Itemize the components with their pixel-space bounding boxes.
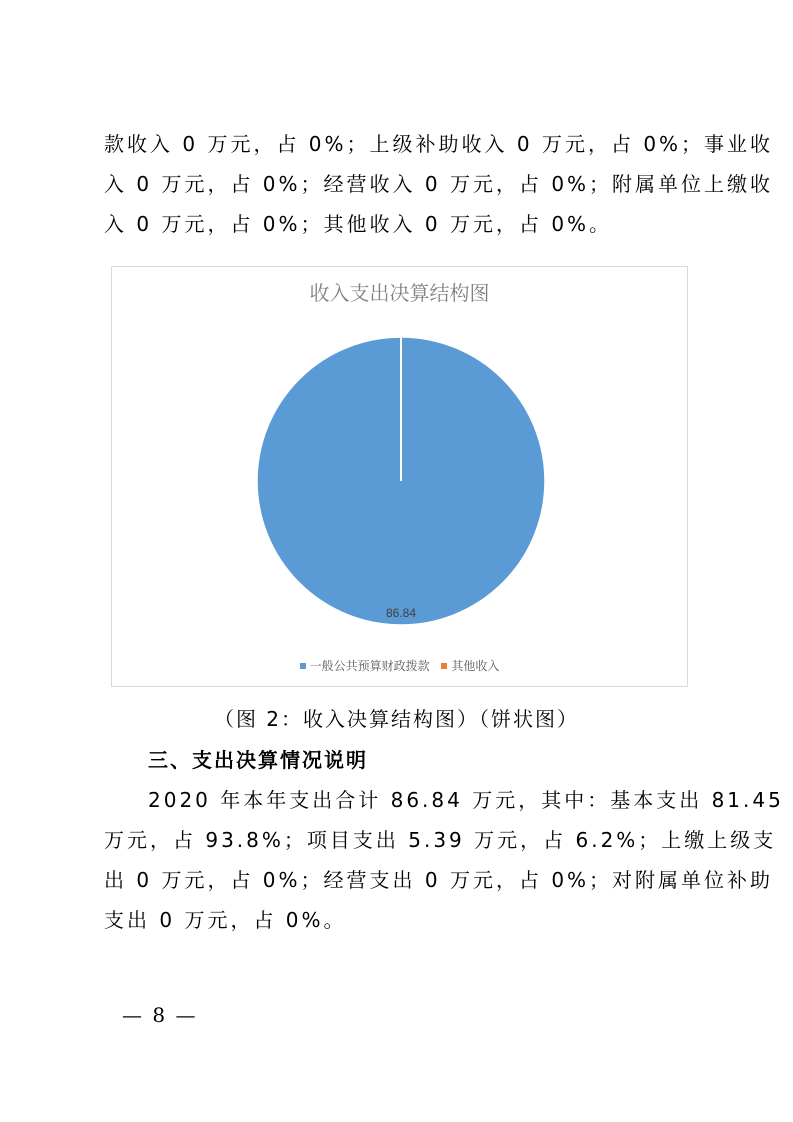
text-line: 入 0 万元，占 0%；经营收入 0 万元，占 0%；附属单位上缴收	[104, 172, 774, 196]
legend-item-other-income	[441, 657, 499, 674]
page-number: — 8 —	[122, 1003, 198, 1027]
text-line: 款收入 0 万元，占 0%；上级补助收入 0 万元，占 0%；事业收	[104, 132, 774, 156]
pie-data-label: 86.84	[385, 606, 417, 620]
legend-label: 其他收入	[451, 659, 500, 673]
pie-chart-canvas	[112, 267, 687, 686]
text-line: 入 0 万元，占 0%；其他收入 0 万元，占 0%。	[104, 212, 613, 236]
figure-caption: （图 2：收入决算结构图）（饼状图）	[213, 707, 580, 731]
text-line: 支出 0 万元，占 0%。	[104, 908, 347, 932]
legend-swatch-blue	[300, 663, 306, 669]
text-line: 2020 年本年支出合计 86.84 万元，其中：基本支出 81.45	[148, 788, 784, 812]
pie-chart	[111, 266, 688, 687]
legend-swatch-orange	[441, 663, 447, 669]
chart-legend	[112, 657, 687, 674]
section-heading: 三、支出决算情况说明	[148, 748, 368, 772]
text-line: 万元，占 93.8%；项目支出 5.39 万元，占 6.2%；上缴上级支	[104, 828, 777, 852]
legend-item-general-budget	[300, 657, 430, 674]
expenditure-paragraph	[104, 780, 784, 940]
legend-label: 一般公共预算财政拨款	[309, 659, 430, 673]
chart-title: 收入支出决算结构图	[309, 281, 490, 305]
text-line: 出 0 万元，占 0%；经营支出 0 万元，占 0%；对附属单位补助	[104, 868, 774, 892]
income-paragraph-continued	[104, 124, 774, 244]
